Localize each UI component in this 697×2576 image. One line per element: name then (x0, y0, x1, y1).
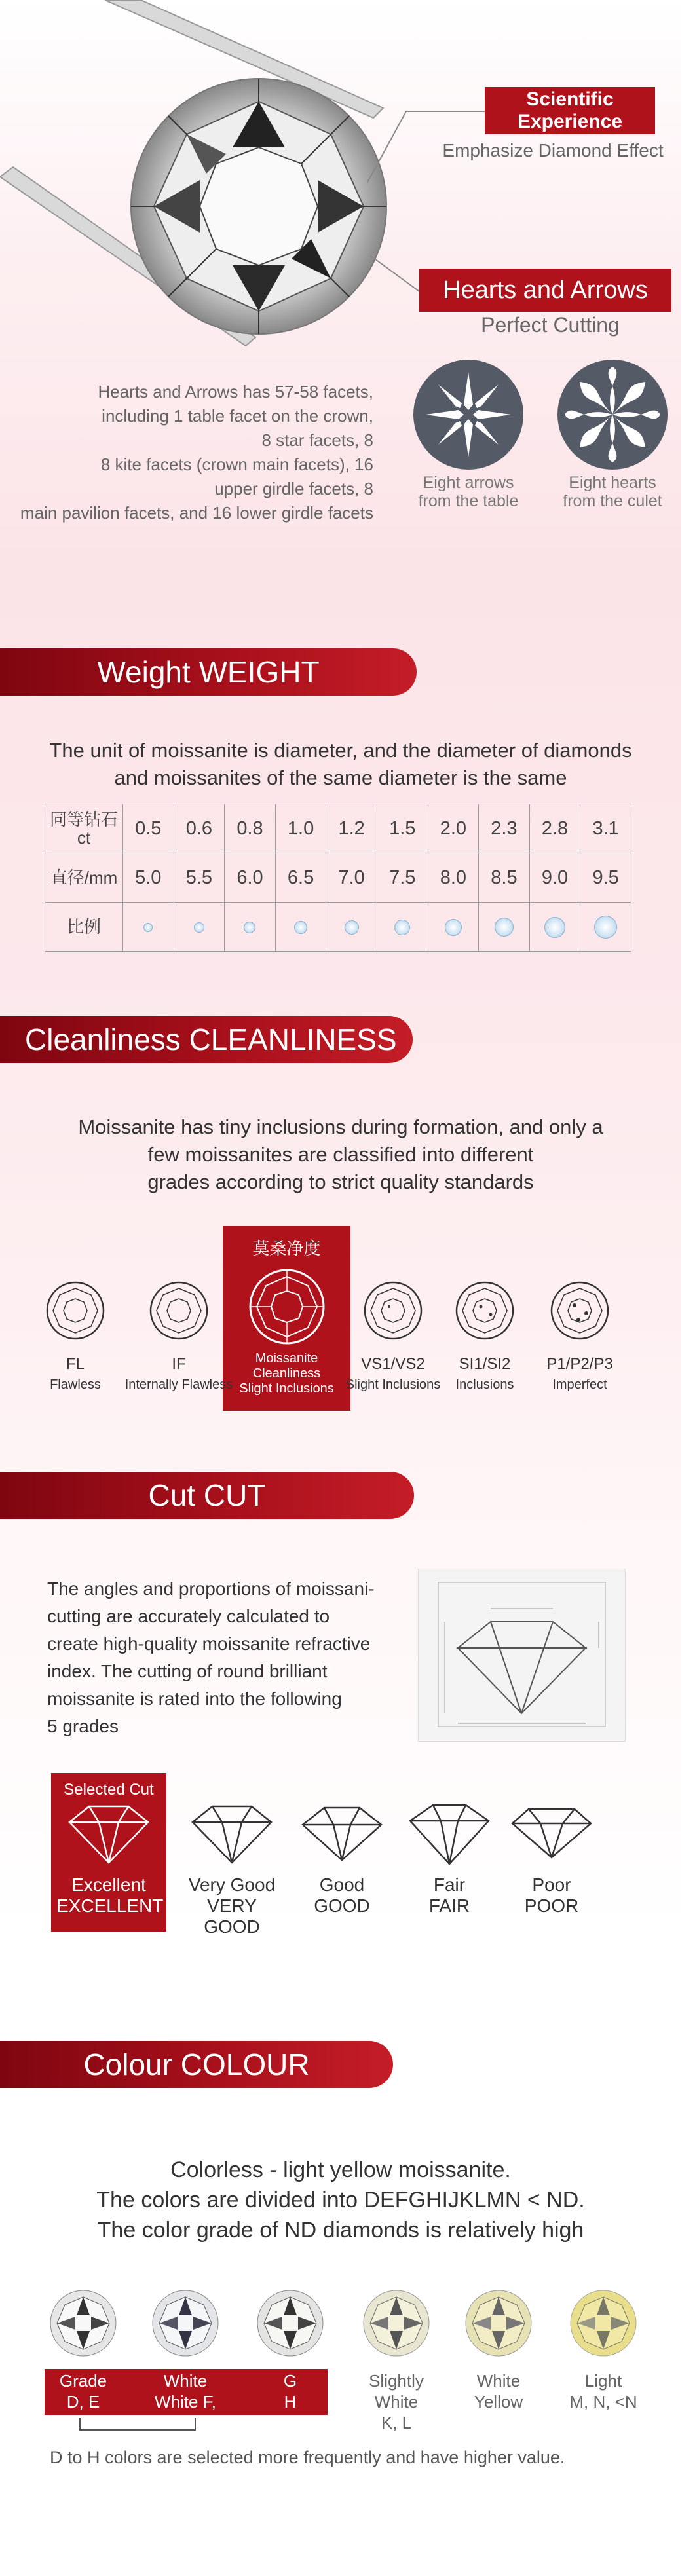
table-header-cell: 同等钻石 ct (45, 804, 123, 853)
round-diamond-icon (363, 1280, 423, 1341)
clarity-grade-p: P1/P2/P3 Imperfect (518, 1280, 642, 1392)
clarity-grade-fl: FL Flawless (13, 1280, 138, 1392)
weight-section-header: Weight WEIGHT (0, 648, 417, 696)
table-cell: 6.0 (225, 853, 276, 903)
table-cell (377, 903, 428, 952)
eight-arrows-caption: Eight arrows from the table (418, 474, 519, 510)
table-cell: 7.0 (326, 853, 377, 903)
cut-grade-good: Good GOOD (290, 1802, 394, 1916)
diamond-size-icon (544, 917, 565, 938)
selected-cut-card: Selected Cut (51, 1773, 166, 1932)
colour-footnote: D to H colors are selected more frequently and have higher value. (50, 2448, 565, 2467)
diamond-size-icon (495, 918, 514, 937)
table-cell (275, 903, 326, 952)
table-cell: 9.0 (529, 853, 580, 903)
hearts-arrows-description: Hearts and Arrows has 57-58 facets, including 1 table facet on the crown, 8 star facets, 8 8 kite facets (crown main facets), 16 upper girdle facets, 8 main pavilion facets, and 16 lower girdle facets (20, 382, 373, 523)
table-cell: 9.5 (580, 853, 631, 903)
colour-grade-de: Grade D, E (34, 2289, 132, 2412)
cleanliness-intro: Moissanite has tiny inclusions during formation, and only a few moissanites are classified into different grades according to strict quality standards (78, 1115, 603, 1193)
round-diamond-icon (45, 1280, 105, 1341)
colour-grade-gh: G H (241, 2289, 339, 2412)
table-cell: 5.5 (174, 853, 225, 903)
table-cell: 2.3 (479, 804, 530, 853)
table-cell: 0.6 (174, 804, 225, 853)
light-yellow-diamond-icon (569, 2289, 637, 2357)
diamond-size-icon (194, 922, 204, 933)
moissanite-clarity-card: 莫桑净度 Moissanite Cleanliness Slight Inclusions (223, 1226, 350, 1411)
clarity-grade-if: IF Internally Flawless (117, 1280, 241, 1392)
cleanliness-section-header: Cleanliness CLEANLINESS (0, 1016, 413, 1063)
cut-grade-excellent: Excellent EXCELLENT (56, 1802, 161, 1916)
cut-grade-poor: Poor POOR (499, 1802, 604, 1916)
round-diamond-icon (455, 1280, 515, 1341)
diamond-size-icon (445, 919, 462, 936)
colour-grade-white-yellow: White Yellow (449, 2289, 548, 2412)
table-cell: 5.0 (123, 853, 174, 903)
hearts-arrows-label: Hearts and Arrows (419, 269, 671, 312)
clarity-grade-si: SI1/SI2 Inclusions (423, 1280, 547, 1392)
table-cell: 1.5 (377, 804, 428, 853)
table-cell (479, 903, 530, 952)
scientific-experience-subtitle: Emphasize Diamond Effect (442, 140, 664, 160)
scientific-experience-label: Scientific Experience (485, 87, 655, 134)
table-row (45, 853, 631, 903)
diamond-size-icon (345, 920, 359, 935)
table-cell: 1.0 (275, 804, 326, 853)
table-header-cell: 直径/mm (45, 853, 123, 903)
colour-grade-light: Light M, N, <N (554, 2289, 652, 2412)
colour-section-header: Colour COLOUR (0, 2041, 393, 2088)
diamond-proportion-diagram (418, 1569, 626, 1742)
hearts-arrows-subtitle: Perfect Cutting (481, 313, 620, 337)
cut-section-header: Cut CUT (0, 1472, 414, 1519)
table-cell: 0.5 (123, 804, 174, 853)
diamond-size-icon (244, 922, 255, 933)
cut-grade-fair: Fair FAIR (397, 1802, 502, 1916)
diamond-image (128, 75, 390, 337)
diamond-size-icon (294, 921, 307, 934)
colour-intro: Colorless - light yellow moissanite. The colors are divided into DEFGHIJKLMN < ND. The color grade of ND diamonds is relatively high (96, 2157, 585, 2243)
eight-arrows-icon (413, 359, 524, 470)
eight-hearts-icon (557, 359, 668, 470)
yellow-tint-diamond-icon (464, 2289, 533, 2357)
diamond-profile-icon (299, 1802, 385, 1865)
table-cell: 7.5 (377, 853, 428, 903)
right-margin (681, 0, 697, 2576)
diamond-size-icon (394, 920, 410, 935)
table-cell: 6.5 (275, 853, 326, 903)
table-cell (225, 903, 276, 952)
diamond-profile-icon (66, 1802, 151, 1865)
table-cell: 1.2 (326, 804, 377, 853)
table-cell (580, 903, 631, 952)
table-cell: 3.1 (580, 804, 631, 853)
diamond-profile-icon (509, 1802, 594, 1865)
table-cell (123, 903, 174, 952)
hero-section (0, 0, 697, 537)
colorless-diamond-icon (151, 2289, 219, 2357)
diamond-size-icon (143, 923, 153, 932)
table-cell: 8.0 (428, 853, 479, 903)
cut-description: The angles and proportions of moissani- cutting are accurately calculated to create high-quality moissanite refractive index. The cutting of round brilliant moissanite is rated into the following 5 grades (47, 1578, 375, 1736)
table-cell (174, 903, 225, 952)
table-cell (326, 903, 377, 952)
table-cell: 0.8 (225, 804, 276, 853)
table-header-cell: 比例 (45, 903, 123, 952)
eight-hearts-caption: Eight hearts from the culet (563, 474, 662, 510)
table-row (45, 804, 631, 853)
bracket-line (79, 2417, 210, 2436)
colorless-diamond-icon (49, 2289, 117, 2357)
colour-grade-f: White White F, (136, 2289, 235, 2412)
table-cell (428, 903, 479, 952)
table-cell (529, 903, 580, 952)
slightly-white-diamond-icon (362, 2289, 430, 2357)
table-cell: 2.8 (529, 804, 580, 853)
cut-grade-very-good: Very Good VERY GOOD (179, 1802, 284, 1937)
colour-grade-kl: Slightly White K, L (347, 2289, 445, 2433)
weight-table (45, 804, 631, 952)
round-diamond-icon (149, 1280, 209, 1341)
diamond-profile-icon (189, 1802, 274, 1865)
table-cell: 2.0 (428, 804, 479, 853)
near-colorless-diamond-icon (256, 2289, 324, 2357)
clarity-grade-vs: VS1/VS2 Slight Inclusions (331, 1280, 455, 1392)
diamond-profile-icon (407, 1802, 492, 1865)
table-row (45, 903, 631, 952)
round-diamond-icon (550, 1280, 610, 1341)
weight-intro: The unit of moissanite is diameter, and the diameter of diamonds and moissanites of the same diameter is the same (49, 739, 632, 789)
table-cell: 8.5 (479, 853, 530, 903)
clarity-diamond-icon (248, 1267, 326, 1346)
diamond-size-icon (594, 916, 617, 939)
